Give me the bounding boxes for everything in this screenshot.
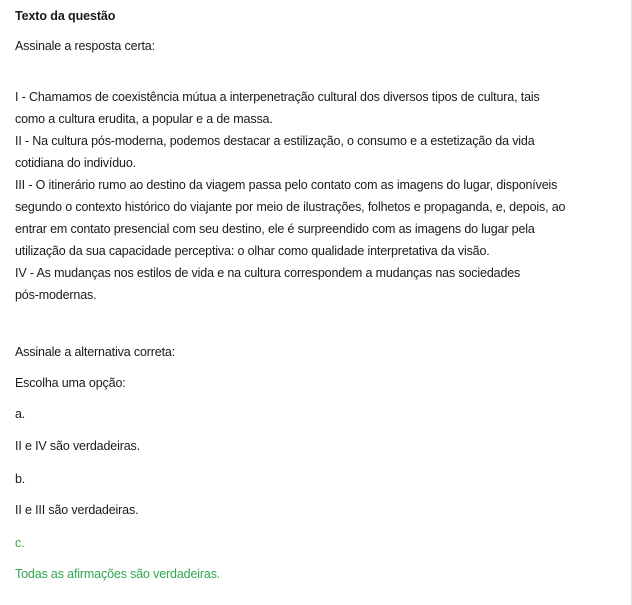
statement-2: II - Na cultura pós-moderna, podemos destacar a estilização, o consumo e a estetização da vida cotidiana do indivíduo. (15, 134, 535, 170)
statement-3: III - O itinerário rumo ao destino da viagem passa pelo contato com as imagens do lugar, disponíveis segundo o contexto histórico do viajante por meio de ilustrações, folhetos e propaganda, e, depois, ao entrar em contato presencial com seu destino, ele é surpreendido com as imagens do lugar pela utilização da sua capacidade perceptiva: o olhar como qualidade interpretativa da visão. (15, 178, 566, 258)
option-b-letter[interactable]: b. (15, 472, 26, 486)
statement-1: I - Chamamos de coexistência mútua a interpenetração cultural dos diversos tipos de cultura, tais como a cultura erudita, a popular e a de massa. (15, 90, 540, 126)
option-c-letter[interactable]: c. (15, 536, 25, 550)
question-instruction: Assinale a resposta certa: (15, 39, 155, 53)
option-c-text[interactable]: Todas as afirmações são verdadeiras. (15, 567, 221, 581)
option-a-text[interactable]: II e IV são verdadeiras. (15, 439, 140, 453)
option-a-letter[interactable]: a. (15, 407, 26, 421)
statement-4: IV - As mudanças nos estilos de vida e na cultura correspondem a mudanças nas sociedades pós-modernas. (15, 266, 521, 302)
choose-option-label: Escolha uma opção: (15, 376, 126, 390)
statements-list (15, 86, 575, 306)
question-heading: Texto da questão (15, 9, 116, 23)
option-b-text[interactable]: II e III são verdadeiras. (15, 503, 139, 517)
answer-prompt: Assinale a alternativa correta: (15, 345, 176, 359)
